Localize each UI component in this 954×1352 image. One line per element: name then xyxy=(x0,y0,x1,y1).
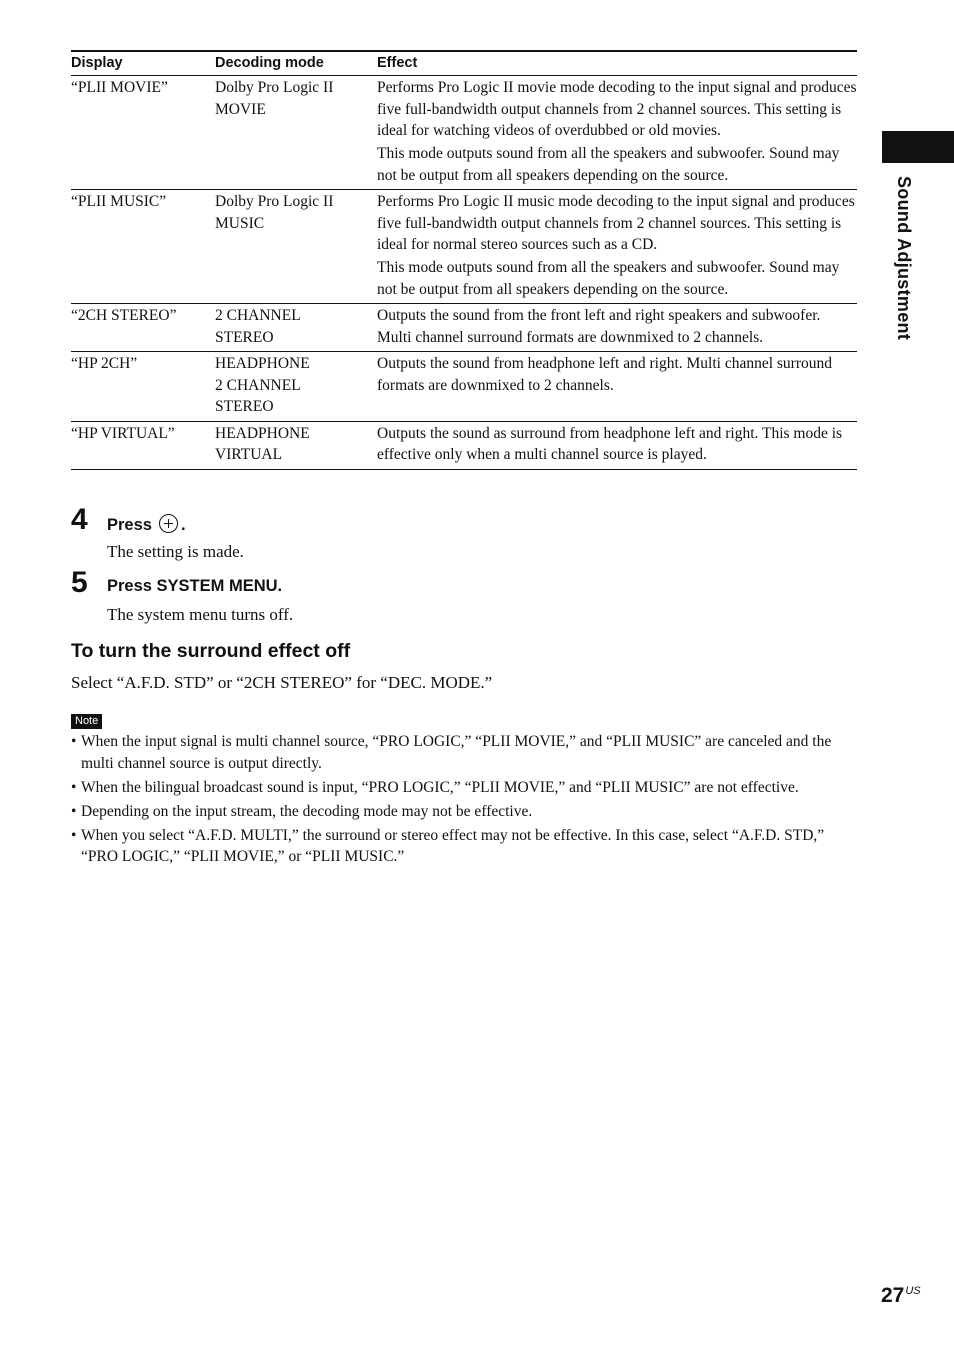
note-item: • When you select “A.F.D. MULTI,” the surround or stereo effect may not be effective. In this case, select “A.F.D. STD,” “PRO LOGIC,” “PLII MOVIE,” or “PLII MUSIC.” xyxy=(71,825,861,868)
effect-paragraph: This mode outputs sound from all the speakers and subwoofer. Sound may not be output from all speakers depending on the source. xyxy=(377,145,840,184)
header-decoding-mode: Decoding mode xyxy=(215,51,377,76)
page-number xyxy=(881,1284,921,1308)
mode-cell: Dolby Pro Logic II MUSIC xyxy=(215,190,377,304)
table-row xyxy=(71,76,857,190)
effect-cell xyxy=(377,421,857,469)
step-4-title xyxy=(107,514,186,535)
step-4-title-prefix: Press xyxy=(107,516,152,534)
section-side-label: Sound Adjustment xyxy=(894,176,914,341)
effect-cell xyxy=(377,352,857,422)
effect-paragraph: Outputs the sound as surround from headphone left and right. This mode is effective only when a multi channel source is played. xyxy=(377,424,843,463)
mode-cell: 2 CHANNEL STEREO xyxy=(215,304,377,352)
section-tab-marker xyxy=(882,131,954,163)
step-number-5: 5 xyxy=(71,566,88,599)
table-header-row xyxy=(71,51,857,76)
section-body: Select “A.F.D. STD” or “2CH STEREO” for “DEC. MODE.” xyxy=(71,673,493,692)
display-cell: “2CH STEREO” xyxy=(71,304,215,352)
note-list xyxy=(71,731,861,870)
table-row xyxy=(71,421,857,469)
display-cell: “PLII MOVIE” xyxy=(71,76,215,190)
step-4-title-suffix: . xyxy=(180,516,186,534)
table-row xyxy=(71,304,857,352)
effect-paragraph: Outputs the sound from the front left and right speakers and subwoofer. Multi channel surround formats are downmixed to 2 channels. xyxy=(377,307,821,346)
table-row xyxy=(71,352,857,422)
page-number-value: 27 xyxy=(881,1284,905,1307)
display-cell: “PLII MUSIC” xyxy=(71,190,215,304)
effect-paragraph: Performs Pro Logic II movie mode decoding to the input signal and produces five full-bandwidth output channels from 2 channel sources. This setting is ideal for watching videos of overdubbed or old movies. xyxy=(377,79,857,139)
step-5-title: Press SYSTEM MENU. xyxy=(107,577,283,595)
table-row xyxy=(71,190,857,304)
page-number-suffix: US xyxy=(905,1285,921,1297)
effect-cell xyxy=(377,190,857,304)
step-4-body: The setting is made. xyxy=(107,542,244,561)
effect-paragraph: Performs Pro Logic II music mode decoding to the input signal and produces five full-bandwidth output channels from 2 channel sources. This setting is ideal for normal stereo sources such as a CD. xyxy=(377,193,855,253)
display-cell: “HP 2CH” xyxy=(71,352,215,422)
step-number-4: 4 xyxy=(71,503,88,536)
effect-cell xyxy=(377,76,857,190)
enter-circle-plus-icon xyxy=(159,514,178,533)
effect-cell xyxy=(377,304,857,352)
decoding-mode-table xyxy=(71,50,857,470)
note-badge: Note xyxy=(71,714,102,729)
header-display: Display xyxy=(71,51,215,76)
section-heading: To turn the surround effect off xyxy=(71,640,351,662)
note-item: • When the bilingual broadcast sound is input, “PRO LOGIC,” “PLII MOVIE,” and “PLII MUSIC” are not effective. xyxy=(71,777,861,799)
effect-paragraph: Outputs the sound from headphone left and right. Multi channel surround formats are downmixed to 2 channels. xyxy=(377,355,833,394)
mode-cell: HEADPHONE VIRTUAL xyxy=(215,421,377,469)
step-5-body: The system menu turns off. xyxy=(107,605,294,624)
mode-cell: Dolby Pro Logic II MOVIE xyxy=(215,76,377,190)
note-item: • Depending on the input stream, the decoding mode may not be effective. xyxy=(71,801,861,823)
effect-paragraph: This mode outputs sound from all the speakers and subwoofer. Sound may not be output from all speakers depending on the source. xyxy=(377,259,840,298)
mode-cell: HEADPHONE 2 CHANNEL STEREO xyxy=(215,352,377,422)
display-cell: “HP VIRTUAL” xyxy=(71,421,215,469)
note-item: • When the input signal is multi channel source, “PRO LOGIC,” “PLII MOVIE,” and “PLII MUSIC” are canceled and the multi channel source is output directly. xyxy=(71,731,861,774)
header-effect: Effect xyxy=(377,51,857,76)
